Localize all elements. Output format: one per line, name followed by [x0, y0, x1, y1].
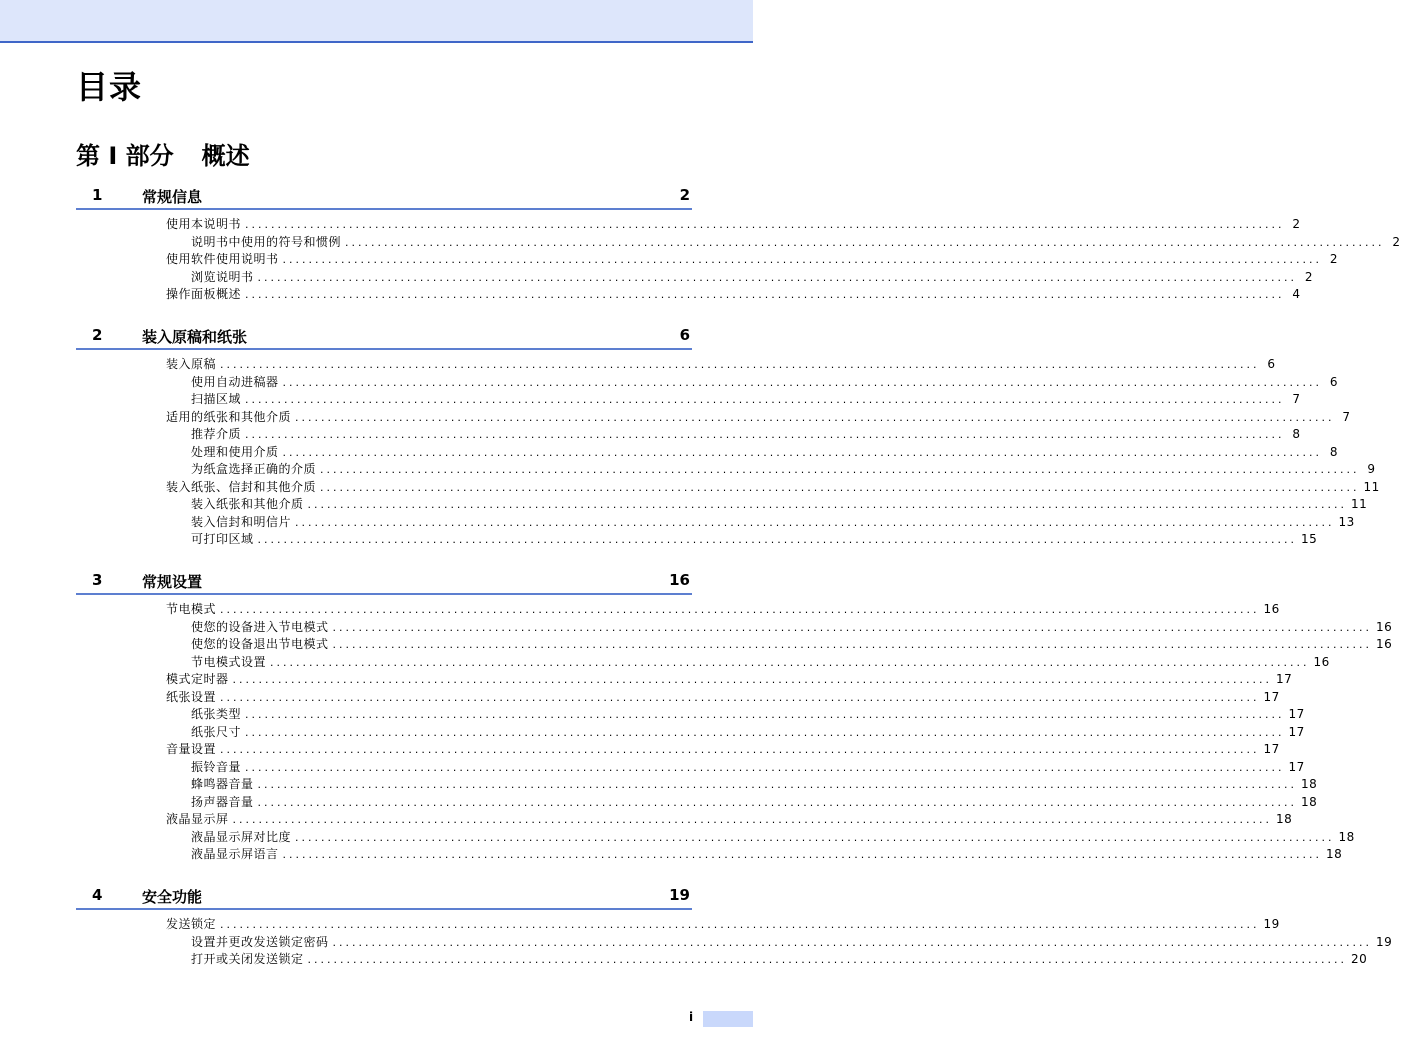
chapter-section: [76, 186, 1401, 304]
entry-title: 浏览说明书: [191, 269, 254, 284]
toc-entry[interactable]: [76, 461, 1376, 479]
entry-title: 推荐介质: [191, 427, 242, 441]
entry-list: [76, 601, 1393, 864]
dot-leader: ................................................................................................................................................................: [245, 760, 1285, 774]
entry-title: 节电模式设置: [191, 654, 267, 669]
entry-title: 操作面板概述: [166, 287, 242, 301]
dot-leader: ................................................................................................................................................................: [295, 830, 1335, 844]
chapter-heading[interactable]: [76, 326, 692, 350]
chapter-number: 1: [92, 186, 103, 204]
entry-page: 2: [1304, 269, 1313, 284]
entry-title: 适用的纸张和其他介质: [166, 409, 292, 424]
entry-page: 15: [1300, 532, 1318, 546]
entry-title: 扫描区域: [191, 392, 242, 406]
dot-leader: ................................................................................................................................................................: [220, 918, 1260, 931]
entry-list: [76, 356, 1380, 549]
entry-title: 音量设置: [166, 742, 217, 756]
part-name: 概述: [201, 142, 250, 170]
chapter-page: 19: [669, 886, 690, 904]
toc-entry[interactable]: [76, 479, 1380, 497]
dot-leader: ................................................................................................................................................................: [307, 953, 1347, 966]
entry-page: 8: [1292, 427, 1301, 441]
entry-page: 18: [1325, 847, 1343, 861]
dot-leader: ................................................................................................................................................................: [320, 480, 1360, 494]
toc-entry[interactable]: [76, 619, 1393, 637]
dot-leader: ................................................................................................................................................................: [220, 690, 1260, 704]
dot-leader: ................................................................................................................................................................: [245, 393, 1285, 406]
dot-leader: ................................................................................................................................................................: [245, 725, 1285, 739]
toc-entry[interactable]: [76, 724, 1305, 742]
dot-leader: ................................................................................................................................................................: [245, 218, 1285, 231]
entry-page: 9: [1367, 462, 1376, 476]
dot-leader: ................................................................................................................................................................: [220, 603, 1260, 616]
chapter-number: 4: [92, 886, 103, 904]
dot-leader: ................................................................................................................................................................: [282, 375, 1322, 389]
chapter-section: [76, 326, 1380, 549]
entry-page: 19: [1375, 934, 1393, 949]
toc-entry[interactable]: [76, 234, 1401, 252]
entry-title: 扬声器音量: [191, 794, 254, 809]
chapter-title: 装入原稿和纸张: [142, 328, 248, 346]
entry-page: 6: [1329, 374, 1338, 389]
dot-leader: ................................................................................................................................................................: [257, 270, 1297, 284]
entry-title: 装入纸张和其他介质: [191, 497, 304, 511]
dot-leader: ................................................................................................................................................................: [220, 743, 1260, 756]
entry-page: 8: [1329, 444, 1338, 459]
entry-title: 发送锁定: [166, 917, 217, 931]
toc-entry[interactable]: [76, 409, 1351, 427]
toc-entry[interactable]: [76, 654, 1330, 672]
chapter-page: 16: [669, 571, 690, 589]
entry-page: 17: [1288, 724, 1305, 739]
toc-entry[interactable]: [76, 531, 1318, 549]
entry-title: 设置并更改发送锁定密码: [191, 934, 329, 949]
toc-entry[interactable]: [76, 374, 1338, 392]
toc-entry[interactable]: [76, 706, 1305, 724]
entry-page: 17: [1275, 672, 1293, 686]
chapter-number: 2: [92, 326, 103, 344]
dot-leader: ................................................................................................................................................................: [282, 445, 1322, 459]
entry-title: 纸张设置: [166, 689, 217, 704]
entry-title: 液晶显示屏: [166, 812, 229, 826]
dot-leader: ................................................................................................................................................................: [295, 410, 1335, 424]
entry-page: 6: [1267, 357, 1276, 371]
dot-leader: ................................................................................................................................................................: [257, 533, 1297, 546]
dot-leader: ................................................................................................................................................................: [307, 498, 1347, 511]
entry-page: 19: [1263, 917, 1280, 931]
part-heading: [76, 136, 250, 171]
entry-page: 17: [1263, 689, 1280, 704]
toc-entry[interactable]: [76, 846, 1343, 864]
entry-title: 装入原稿: [166, 357, 217, 371]
entry-title: 振铃音量: [191, 759, 242, 774]
entry-title: 可打印区域: [191, 532, 254, 546]
entry-page: 18: [1275, 812, 1293, 826]
entry-page: 2: [1292, 217, 1301, 231]
entry-page: 18: [1300, 794, 1318, 809]
toc-entry[interactable]: [76, 934, 1393, 952]
header-band: [0, 0, 753, 43]
dot-leader: ................................................................................................................................................................: [245, 428, 1285, 441]
toc-entry[interactable]: [76, 794, 1318, 812]
dot-leader: ................................................................................................................................................................: [282, 848, 1322, 861]
dot-leader: ................................................................................................................................................................: [220, 358, 1260, 371]
entry-page: 17: [1263, 742, 1280, 756]
entry-title: 装入信封和明信片: [191, 514, 292, 529]
entry-title: 使用本说明书: [166, 217, 242, 231]
entry-page: 16: [1375, 637, 1393, 651]
entry-page: 16: [1375, 619, 1393, 634]
toc-entry[interactable]: [76, 444, 1338, 462]
entry-page: 11: [1363, 479, 1380, 494]
dot-leader: ................................................................................................................................................................: [232, 673, 1272, 686]
entry-page: 18: [1338, 829, 1355, 844]
entry-list: [76, 216, 1401, 304]
toc-entry[interactable]: [76, 829, 1355, 847]
toc-entry[interactable]: [76, 496, 1368, 514]
toc-entry[interactable]: [76, 216, 1301, 234]
dot-leader: ................................................................................................................................................................: [257, 778, 1297, 791]
page-number: i: [689, 1010, 694, 1024]
toc-entry[interactable]: [76, 741, 1280, 759]
entry-page: 16: [1263, 602, 1280, 616]
entry-page: 17: [1288, 759, 1305, 774]
entry-title: 液晶显示屏语言: [191, 847, 279, 861]
dot-leader: ................................................................................................................................................................: [345, 235, 1385, 249]
toc-entry[interactable]: [76, 689, 1280, 707]
chapter-page: 6: [679, 326, 690, 344]
dot-leader: ................................................................................................................................................................: [295, 515, 1335, 529]
entry-title: 模式定时器: [166, 672, 229, 686]
dot-leader: ................................................................................................................................................................: [245, 288, 1285, 301]
toc-entry[interactable]: [76, 269, 1313, 287]
dot-leader: ................................................................................................................................................................: [232, 813, 1272, 826]
entry-title: 说明书中使用的符号和惯例: [191, 234, 342, 249]
entry-page: 13: [1338, 514, 1355, 529]
entry-title: 纸张尺寸: [191, 724, 242, 739]
toc-entry[interactable]: [76, 671, 1293, 689]
entry-page: 20: [1350, 952, 1368, 966]
dot-leader: ................................................................................................................................................................: [282, 253, 1322, 266]
entry-title: 蜂鸣器音量: [191, 777, 254, 791]
entry-page: 4: [1292, 287, 1301, 301]
dot-leader: ................................................................................................................................................................: [245, 708, 1285, 721]
dot-leader: ................................................................................................................................................................: [320, 463, 1360, 476]
dot-leader: ................................................................................................................................................................: [332, 935, 1372, 949]
toc-entry[interactable]: [76, 391, 1301, 409]
dot-leader: ................................................................................................................................................................: [332, 620, 1372, 634]
entry-title: 打开或关闭发送锁定: [191, 952, 304, 966]
toc-entry[interactable]: [76, 951, 1368, 969]
toc-entry[interactable]: [76, 811, 1293, 829]
toc-entry[interactable]: [76, 636, 1393, 654]
chapter-page: 2: [679, 186, 690, 204]
entry-page: 11: [1350, 497, 1368, 511]
chapter-section: [76, 571, 1393, 864]
chapter-heading[interactable]: [76, 571, 692, 595]
entry-title: 使用自动进稿器: [191, 374, 279, 389]
entry-title: 使用软件使用说明书: [166, 252, 279, 266]
part-label: 第 I 部分: [76, 142, 174, 170]
toc-entry[interactable]: [76, 776, 1318, 794]
dot-leader: ................................................................................................................................................................: [270, 655, 1310, 669]
entry-title: 为纸盒选择正确的介质: [191, 462, 317, 476]
entry-list: [76, 916, 1393, 969]
chapter-title: 常规信息: [142, 188, 203, 206]
entry-page: 2: [1329, 252, 1338, 266]
footer-band: [703, 1011, 753, 1027]
toc-entry[interactable]: [76, 514, 1355, 532]
entry-title: 使您的设备进入节电模式: [191, 619, 329, 634]
entry-title: 装入纸张、信封和其他介质: [166, 479, 317, 494]
chapter-title: 安全功能: [142, 888, 203, 906]
chapter-heading[interactable]: [76, 186, 692, 210]
toc-entry[interactable]: [76, 759, 1305, 777]
toc-entry[interactable]: [76, 916, 1280, 934]
entry-page: 7: [1342, 409, 1351, 424]
entry-page: 17: [1288, 707, 1305, 721]
toc-entry[interactable]: [76, 601, 1280, 619]
toc-entry[interactable]: [76, 251, 1338, 269]
entry-title: 处理和使用介质: [191, 444, 279, 459]
entry-title: 液晶显示屏对比度: [191, 829, 292, 844]
document-title: 目录: [76, 68, 143, 106]
chapter-title: 常规设置: [142, 573, 203, 591]
toc-entry[interactable]: [76, 286, 1301, 304]
toc-entry[interactable]: [76, 356, 1276, 374]
entry-page: 7: [1292, 392, 1301, 406]
entry-page: 2: [1392, 234, 1401, 249]
entry-title: 纸张类型: [191, 707, 242, 721]
toc-entry[interactable]: [76, 426, 1301, 444]
dot-leader: ................................................................................................................................................................: [332, 638, 1372, 651]
entry-page: 16: [1313, 654, 1330, 669]
entry-title: 使您的设备退出节电模式: [191, 637, 329, 651]
dot-leader: ................................................................................................................................................................: [257, 795, 1297, 809]
chapter-section: [76, 886, 1393, 969]
entry-page: 18: [1300, 777, 1318, 791]
chapter-heading[interactable]: [76, 886, 692, 910]
entry-title: 节电模式: [166, 602, 217, 616]
chapter-number: 3: [92, 571, 103, 589]
